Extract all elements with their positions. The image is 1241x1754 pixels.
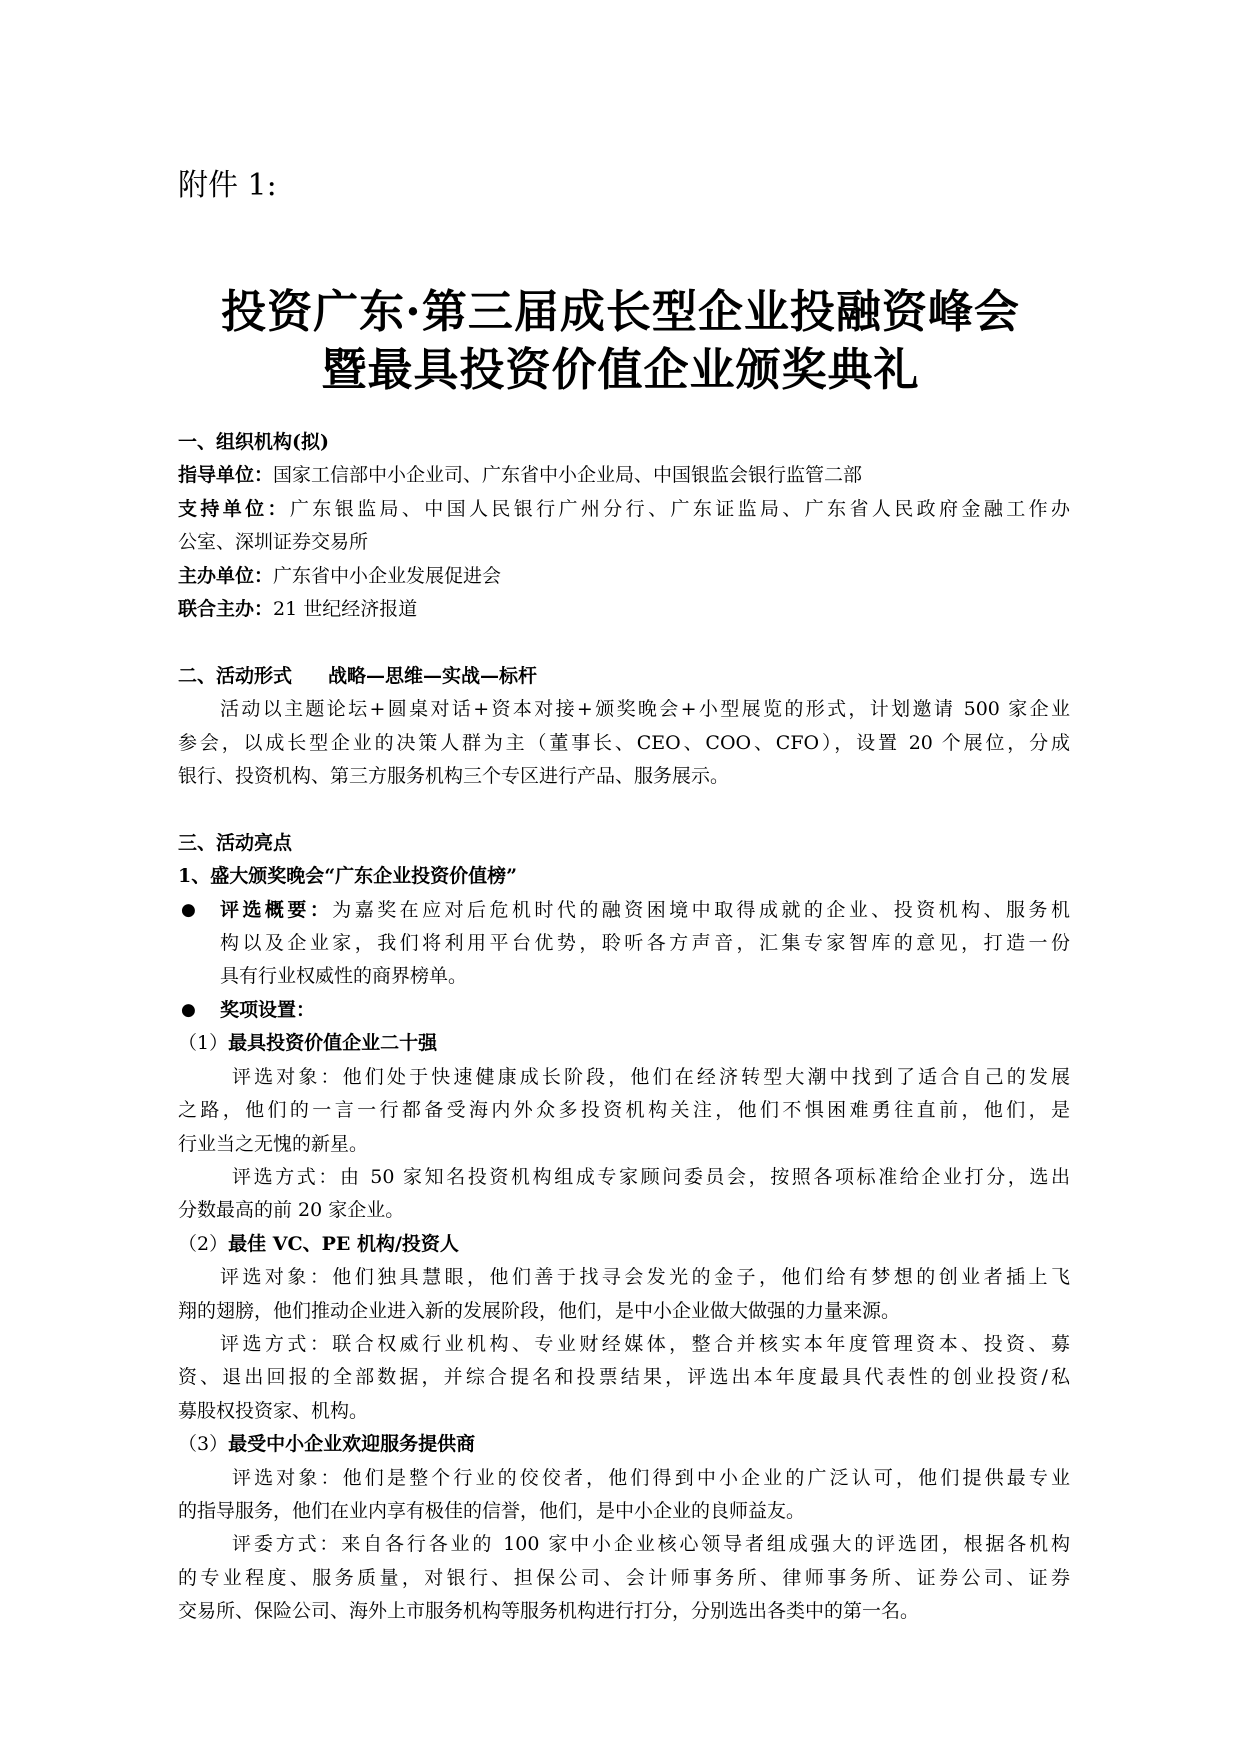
overview-label: 评选概要： xyxy=(220,898,333,921)
award3-object-1: 评选对象：他们是整个行业的佼佼者，他们得到中小企业的广泛认可，他们提供最专业 xyxy=(232,1466,1070,1489)
section2-heading-line xyxy=(178,660,1070,693)
award3-title: 最受中小企业欢迎服务提供商 xyxy=(228,1433,476,1456)
cohost-label: 联合主办： xyxy=(178,598,274,621)
title-line-2: 暨最具投资价值企业颁奖典礼 xyxy=(321,343,920,396)
section2-heading: 二、活动形式 xyxy=(178,664,293,687)
section2-subheading: 战略—思维—实战—标杆 xyxy=(328,664,538,687)
host-unit-label: 主办单位： xyxy=(178,564,274,587)
support-unit-label: 支持单位： xyxy=(178,497,290,520)
support-unit-line xyxy=(178,493,1070,526)
section3-item1: 1、盛大颁奖晚会“广东企业投资价值榜” xyxy=(178,865,518,888)
guide-unit-line xyxy=(178,459,1070,492)
award2-title: 最佳 VC、PE 机构/投资人 xyxy=(228,1232,459,1255)
overview-text-2: 构以及企业家，我们将利用平台优势，聆听各方声音，汇集专家智库的意见，打造一份 xyxy=(220,932,1070,955)
award2-object-1: 评选对象：他们独具慧眼，他们善于找寻会发光的金子，他们给有梦想的创业者插上飞 xyxy=(220,1266,1070,1289)
guide-unit-label: 指导单位： xyxy=(178,464,274,487)
award2-method-2: 资、退出回报的全部数据，并综合提名和投票结果，评选出本年度最具代表性的创业投资/私 xyxy=(178,1366,1070,1389)
bullet-dot-icon: ● xyxy=(181,999,196,1020)
award1-title: 最具投资价值企业二十强 xyxy=(228,1032,438,1055)
title-line-1: 投资广东·第三届成长型企业投融资峰会 xyxy=(221,285,1020,338)
award3-heading xyxy=(178,1428,1070,1461)
spacer xyxy=(178,793,1070,826)
award3-object-2: 的指导服务，他们在业内享有极佳的信誉，他们，是中小企业的良师益友。 xyxy=(178,1499,806,1522)
award3-method-1: 评委方式：来自各行各业的 100 家中小企业核心领导者组成强大的评选团，根据各机构 xyxy=(232,1533,1070,1556)
award1-heading xyxy=(178,1027,1070,1060)
section2-para-line-1: 活动以主题论坛+圆桌对话+资本对接+颁奖晚会+小型展览的形式，计划邀请 500 家企业 xyxy=(220,698,1070,721)
award1-object-1: 评选对象：他们处于快速健康成长阶段，他们在经济转型大潮中找到了适合自己的发展 xyxy=(232,1065,1070,1088)
attachment-label: 附件 1: xyxy=(178,168,277,203)
award2-method-1: 评选方式：联合权威行业机构、专业财经媒体，整合并核实本年度管理资本、投资、募 xyxy=(220,1332,1070,1355)
awards-bullet xyxy=(178,994,1070,1027)
host-unit-line xyxy=(178,560,1070,593)
award1-object-3: 行业当之无愧的新星。 xyxy=(178,1132,369,1155)
section2-para-line-3: 银行、投资机构、第三方服务机构三个专区进行产品、服务展示。 xyxy=(178,765,730,788)
award1-method-1: 评选方式：由 50 家知名投资机构组成专家顾问委员会，按照各项标准给企业打分，选出 xyxy=(232,1165,1070,1188)
overview-bullet xyxy=(178,894,1070,927)
award1-num: （1） xyxy=(178,1032,229,1055)
section2-para-line-2: 参会，以成长型企业的决策人群为主（董事长、CEO、COO、CFO），设置 20 个展位，分成 xyxy=(178,731,1070,754)
award3-method-3: 交易所、保险公司、海外上市服务机构等服务机构进行打分，分别选出各类中的第一名。 xyxy=(178,1600,920,1623)
award1-object-2: 之路，他们的一言一行都备受海内外众多投资机构关注，他们不惧困难勇往直前，他们，是 xyxy=(178,1099,1070,1122)
document-body xyxy=(178,426,1070,1629)
support-unit-text-2: 公室、深圳证券交易所 xyxy=(178,531,369,554)
support-unit-text-1: 广东银监局、中国人民银行广州分行、广东证监局、广东省人民政府金融工作办 xyxy=(289,497,1070,520)
cohost-line xyxy=(178,593,1070,626)
cohost-text: 21 世纪经济报道 xyxy=(273,598,418,621)
awards-label: 奖项设置： xyxy=(220,998,316,1021)
host-unit-text: 广东省中小企业发展促进会 xyxy=(273,564,502,587)
section1-heading: 一、组织机构(拟) xyxy=(178,431,329,453)
award3-method-2: 的专业程度、服务质量，对银行、担保公司、会计师事务所、律师事务所、证券公司、证券 xyxy=(178,1566,1070,1589)
award2-num: （2） xyxy=(178,1232,229,1255)
guide-unit-text: 国家工信部中小企业司、广东省中小企业局、中国银监会银行监管二部 xyxy=(273,464,863,487)
bullet-dot-icon: ● xyxy=(181,899,196,920)
award1-method-2: 分数最高的前 20 家企业。 xyxy=(178,1199,405,1222)
section3-heading: 三、活动亮点 xyxy=(178,831,293,854)
overview-text-3: 具有行业权威性的商界榜单。 xyxy=(220,965,468,988)
award2-heading xyxy=(178,1228,1070,1261)
award2-method-3: 募股权投资家、机构。 xyxy=(178,1399,369,1422)
award2-object-2: 翔的翅膀，他们推动企业进入新的发展阶段，他们，是中小企业做大做强的力量来源。 xyxy=(178,1299,901,1322)
document-title xyxy=(0,283,1241,399)
overview-text-1: 为嘉奖在应对后危机时代的融资困境中取得成就的企业、投资机构、服务机 xyxy=(332,898,1070,921)
award3-num: （3） xyxy=(178,1433,229,1456)
spacer xyxy=(178,626,1070,659)
